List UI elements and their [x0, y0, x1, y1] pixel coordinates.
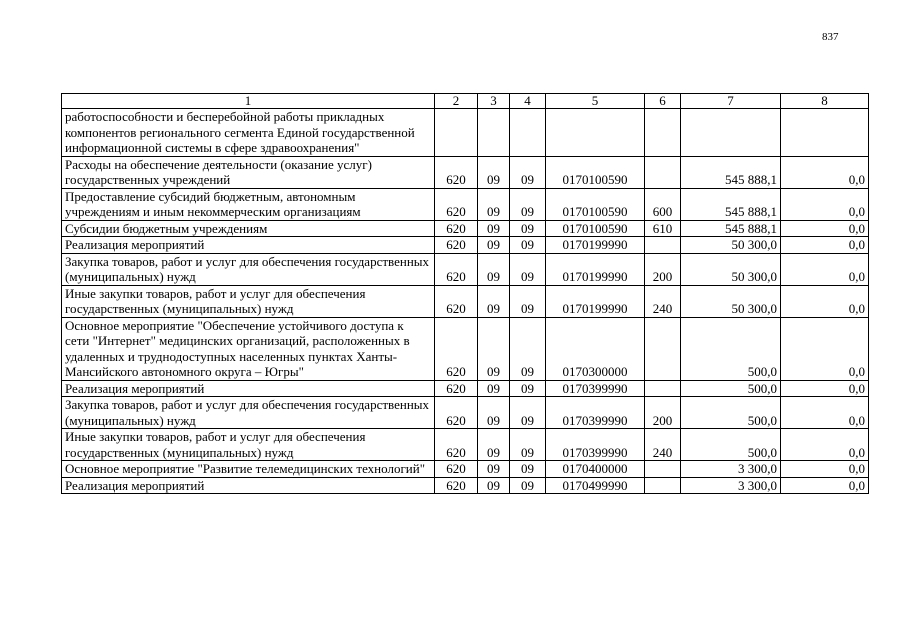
col-header-4: 4: [510, 94, 546, 109]
cell-c5: 0170100590: [546, 156, 645, 188]
cell-c7: 545 888,1: [681, 156, 781, 188]
cell-c5: 0170499990: [546, 477, 645, 494]
cell-c5: [546, 109, 645, 157]
cell-c5: 0170399990: [546, 397, 645, 429]
cell-c3: 09: [478, 285, 510, 317]
cell-c3: 09: [478, 477, 510, 494]
cell-c5: 0170100590: [546, 188, 645, 220]
cell-c6: 240: [645, 285, 681, 317]
cell-c3: 09: [478, 461, 510, 478]
col-header-8: 8: [781, 94, 869, 109]
cell-c8: 0,0: [781, 429, 869, 461]
cell-c4: 09: [510, 220, 546, 237]
cell-c8: 0,0: [781, 477, 869, 494]
cell-c4: 09: [510, 156, 546, 188]
col-header-1: 1: [62, 94, 435, 109]
table-row: [62, 380, 869, 397]
cell-c6: [645, 317, 681, 380]
cell-c6: [645, 461, 681, 478]
table-row: [62, 285, 869, 317]
cell-c7: 545 888,1: [681, 220, 781, 237]
cell-c7: 50 300,0: [681, 237, 781, 254]
cell-c3: 09: [478, 253, 510, 285]
cell-c7: 50 300,0: [681, 253, 781, 285]
cell-c4: 09: [510, 461, 546, 478]
cell-c2: 620: [435, 429, 478, 461]
cell-c5: 0170199990: [546, 237, 645, 254]
row-name: Иные закупки товаров, работ и услуг для обеспечения государственных (муниципальных) нужд: [62, 285, 435, 317]
row-name: Субсидии бюджетным учреждениям: [62, 220, 435, 237]
cell-c6: 600: [645, 188, 681, 220]
cell-c4: 09: [510, 429, 546, 461]
cell-c6: 240: [645, 429, 681, 461]
row-name: Реализация мероприятий: [62, 237, 435, 254]
cell-c2: 620: [435, 317, 478, 380]
budget-table: [61, 93, 869, 494]
cell-c8: 0,0: [781, 317, 869, 380]
cell-c7: 3 300,0: [681, 477, 781, 494]
table-row: [62, 220, 869, 237]
row-name: Иные закупки товаров, работ и услуг для обеспечения государственных (муниципальных) нужд: [62, 429, 435, 461]
cell-c4: [510, 109, 546, 157]
cell-c7: 500,0: [681, 317, 781, 380]
cell-c2: [435, 109, 478, 157]
table-row: [62, 109, 869, 157]
cell-c2: 620: [435, 380, 478, 397]
cell-c5: 0170399990: [546, 380, 645, 397]
cell-c8: 0,0: [781, 188, 869, 220]
cell-c8: 0,0: [781, 253, 869, 285]
cell-c6: [645, 109, 681, 157]
row-name: Предоставление субсидий бюджетным, автономным учреждениям и иным некоммерческим организациям: [62, 188, 435, 220]
col-header-3: 3: [478, 94, 510, 109]
cell-c8: 0,0: [781, 220, 869, 237]
cell-c7: 50 300,0: [681, 285, 781, 317]
row-name: Основное мероприятие "Развитие телемедицинских технологий": [62, 461, 435, 478]
cell-c6: 610: [645, 220, 681, 237]
row-name: Реализация мероприятий: [62, 380, 435, 397]
cell-c4: 09: [510, 285, 546, 317]
cell-c4: 09: [510, 237, 546, 254]
cell-c4: 09: [510, 397, 546, 429]
cell-c2: 620: [435, 220, 478, 237]
cell-c4: 09: [510, 317, 546, 380]
cell-c2: 620: [435, 285, 478, 317]
table-row: [62, 237, 869, 254]
cell-c5: 0170100590: [546, 220, 645, 237]
col-header-5: 5: [546, 94, 645, 109]
cell-c7: 500,0: [681, 429, 781, 461]
col-header-2: 2: [435, 94, 478, 109]
cell-c6: [645, 380, 681, 397]
col-header-7: 7: [681, 94, 781, 109]
cell-c7: 545 888,1: [681, 188, 781, 220]
cell-c6: [645, 477, 681, 494]
cell-c3: 09: [478, 397, 510, 429]
cell-c7: 500,0: [681, 380, 781, 397]
col-header-6: 6: [645, 94, 681, 109]
table-row: [62, 253, 869, 285]
cell-c5: 0170300000: [546, 317, 645, 380]
cell-c8: 0,0: [781, 461, 869, 478]
cell-c4: 09: [510, 188, 546, 220]
cell-c3: 09: [478, 237, 510, 254]
table-row: [62, 317, 869, 380]
cell-c2: 620: [435, 397, 478, 429]
table-row: [62, 188, 869, 220]
cell-c8: 0,0: [781, 380, 869, 397]
cell-c7: 500,0: [681, 397, 781, 429]
cell-c6: [645, 237, 681, 254]
cell-c2: 620: [435, 237, 478, 254]
cell-c2: 620: [435, 188, 478, 220]
cell-c8: 0,0: [781, 156, 869, 188]
header-row: [62, 94, 869, 109]
table-row: [62, 461, 869, 478]
cell-c3: [478, 109, 510, 157]
row-name: Основное мероприятие "Обеспечение устойчивого доступа к сети "Интернет" медицинских организаций, расположенных в удаленных и труднодоступных населенных пунктах Ханты-Мансийского автономного округа – Югры": [62, 317, 435, 380]
cell-c3: 09: [478, 188, 510, 220]
page-number: 837: [822, 31, 839, 43]
table-row: [62, 156, 869, 188]
cell-c7: 3 300,0: [681, 461, 781, 478]
row-name: работоспособности и бесперебойной работы прикладных компонентов регионального сегмента Единой государственной информационной системы в сфере здравоохранения": [62, 109, 435, 157]
cell-c4: 09: [510, 477, 546, 494]
table-row: [62, 477, 869, 494]
cell-c8: 0,0: [781, 397, 869, 429]
cell-c4: 09: [510, 253, 546, 285]
cell-c5: 0170399990: [546, 429, 645, 461]
table-row: [62, 429, 869, 461]
row-name: Реализация мероприятий: [62, 477, 435, 494]
row-name: Расходы на обеспечение деятельности (оказание услуг) государственных учреждений: [62, 156, 435, 188]
cell-c2: 620: [435, 477, 478, 494]
cell-c5: 0170199990: [546, 285, 645, 317]
row-name: Закупка товаров, работ и услуг для обеспечения государственных (муниципальных) нужд: [62, 397, 435, 429]
cell-c5: 0170199990: [546, 253, 645, 285]
cell-c6: [645, 156, 681, 188]
cell-c8: [781, 109, 869, 157]
cell-c5: 0170400000: [546, 461, 645, 478]
cell-c3: 09: [478, 429, 510, 461]
cell-c2: 620: [435, 156, 478, 188]
cell-c6: 200: [645, 397, 681, 429]
cell-c8: 0,0: [781, 285, 869, 317]
table-row: [62, 397, 869, 429]
cell-c2: 620: [435, 461, 478, 478]
cell-c3: 09: [478, 156, 510, 188]
row-name: Закупка товаров, работ и услуг для обеспечения государственных (муниципальных) нужд: [62, 253, 435, 285]
cell-c8: 0,0: [781, 237, 869, 254]
cell-c3: 09: [478, 220, 510, 237]
cell-c3: 09: [478, 317, 510, 380]
cell-c3: 09: [478, 380, 510, 397]
cell-c7: [681, 109, 781, 157]
cell-c2: 620: [435, 253, 478, 285]
cell-c4: 09: [510, 380, 546, 397]
cell-c6: 200: [645, 253, 681, 285]
